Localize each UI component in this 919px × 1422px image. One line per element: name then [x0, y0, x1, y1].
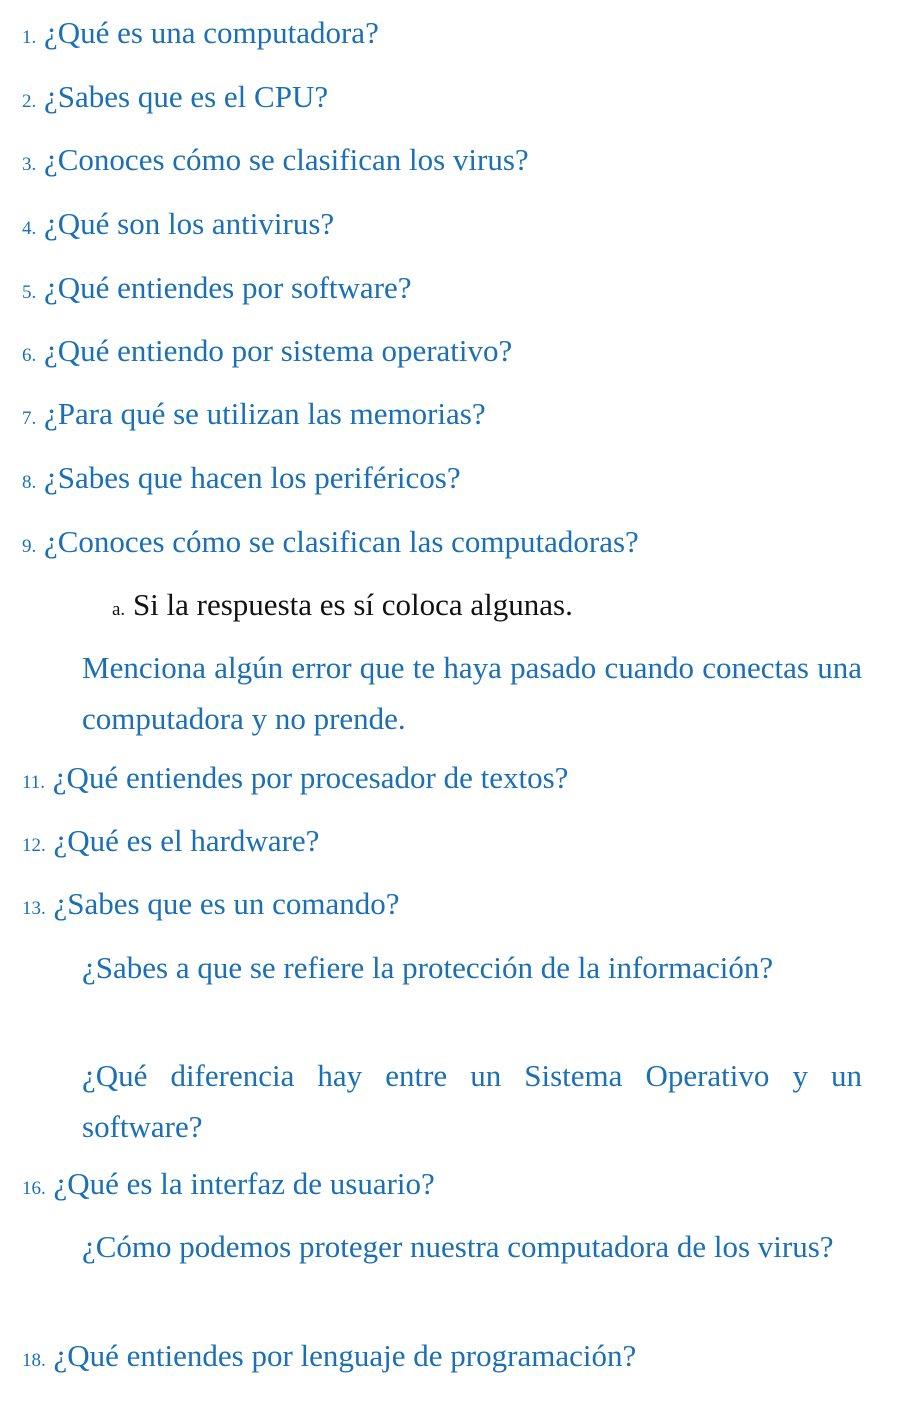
question-number	[22, 1229, 82, 1275]
question-text: ¿Qué entiendo por sistema operativo?	[44, 333, 513, 368]
question-number	[22, 650, 82, 696]
question-text: ¿Sabes que hacen los periféricos?	[44, 460, 461, 495]
question-item	[22, 645, 862, 742]
question-item	[22, 755, 568, 806]
question-text: ¿Sabes que es el CPU?	[44, 79, 329, 114]
question-text: ¿Sabes que es un comando?	[53, 886, 400, 921]
question-number: 6.	[22, 345, 37, 366]
sub-item-letter: a.	[112, 599, 126, 620]
question-item	[22, 10, 379, 61]
question-item	[22, 201, 334, 252]
question-text: ¿Qué es una computadora?	[44, 15, 379, 50]
question-text: ¿Qué entiendes por lenguaje de programación?	[53, 1338, 637, 1373]
question-number: 4.	[22, 218, 37, 239]
question-item	[22, 881, 400, 932]
question-text: ¿Sabes a que se refiere la protección de la información?	[82, 950, 774, 985]
question-item	[22, 328, 512, 379]
question-number: 5.	[22, 282, 37, 303]
question-item	[22, 1333, 636, 1384]
question-text: ¿Qué diferencia hay entre un Sistema Operativo y un software?	[82, 1058, 862, 1144]
question-number: 18.	[22, 1350, 46, 1371]
question-text: ¿Qué entiendes por procesador de textos?	[52, 760, 569, 795]
question-item	[22, 391, 486, 442]
question-text: ¿Qué son los antivirus?	[44, 206, 335, 241]
question-text: ¿Conoces cómo se clasifican los virus?	[44, 142, 529, 177]
question-text: ¿Cómo podemos proteger nuestra computadora de los virus?	[82, 1229, 834, 1264]
question-number: 9.	[22, 536, 37, 557]
question-text: ¿Para qué se utilizan las memorias?	[44, 396, 486, 431]
question-item	[22, 945, 862, 996]
question-item	[22, 519, 639, 570]
question-item	[22, 1053, 862, 1150]
question-text: ¿Qué es la interfaz de usuario?	[53, 1166, 435, 1201]
question-number: 1.	[22, 27, 37, 48]
question-text: Menciona algún error que te haya pasado cuando conectas una computadora y no prende.	[82, 650, 862, 736]
question-item	[22, 265, 412, 316]
question-number: 16.	[22, 1178, 46, 1199]
question-number: 8.	[22, 472, 37, 493]
question-number	[22, 1058, 82, 1104]
question-number: 13.	[22, 898, 46, 919]
question-item	[22, 818, 319, 869]
question-item	[22, 455, 461, 506]
question-item	[22, 1161, 435, 1212]
question-number: 12.	[22, 835, 46, 856]
question-number	[22, 950, 82, 996]
question-item	[22, 74, 328, 125]
question-text: ¿Qué entiendes por software?	[44, 270, 412, 305]
question-number: 2.	[22, 91, 37, 112]
question-number: 3.	[22, 154, 37, 175]
sub-item-text: Si la respuesta es sí coloca algunas.	[132, 587, 573, 622]
question-item	[22, 1224, 862, 1275]
sub-item	[112, 582, 573, 633]
question-number: 7.	[22, 408, 37, 429]
question-item	[22, 137, 529, 188]
question-number: 11.	[22, 772, 46, 793]
question-text: ¿Conoces cómo se clasifican las computadoras?	[44, 524, 639, 559]
question-text: ¿Qué es el hardware?	[53, 823, 320, 858]
